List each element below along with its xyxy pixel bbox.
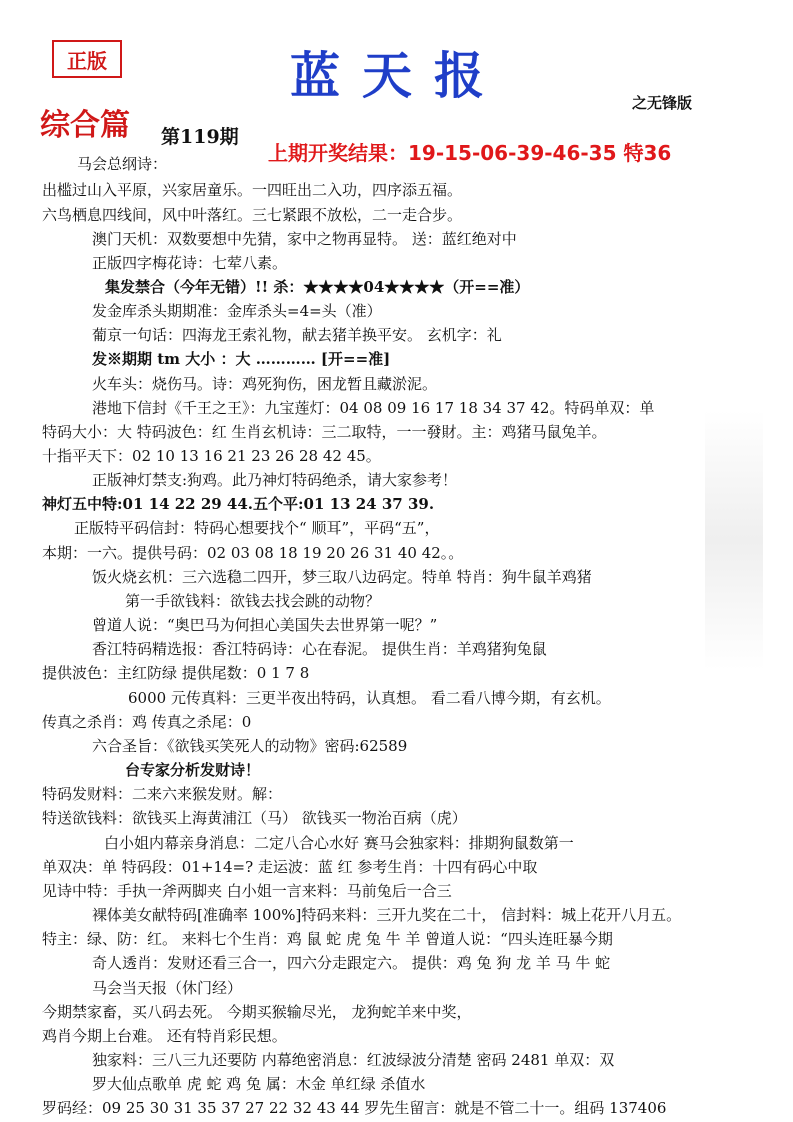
text-line: 奇人透肖：发财还看三合一，四六分走跟定六。 提供：鸡 兔 狗 龙 羊 马 牛 蛇 xyxy=(92,954,611,972)
text-line: 曾道人说：“奥巴马为何担心美国失去世界第一呢？” xyxy=(92,616,438,634)
text-line: 罗大仙点歌单 虎 蛇 鸡 兔 属：木金 单红绿 杀值水 xyxy=(92,1075,426,1093)
edition-label: 之无锋版 xyxy=(632,94,693,112)
text-line: 十指平天下：02 10 13 16 21 23 26 28 42 45。 xyxy=(42,447,381,465)
text-line: 本期：一六。提供号码：02 03 08 18 19 20 26 31 40 42。。 xyxy=(42,544,464,562)
text-line: 罗码经：09 25 30 31 35 37 27 22 32 43 44 罗先生留言：就是不管二十一。组码 137406 xyxy=(42,1099,667,1117)
text-line: 提供波色：主红防绿 提供尾数：0 1 7 8 xyxy=(42,664,310,682)
text-line: 集发禁合（今年无错）!! 杀：★★★★04★★★★（开==准） xyxy=(105,278,530,296)
text-line: 正版特平码信封：特码心想要找个“ 顺耳”，平码“五”， xyxy=(74,519,440,537)
issue-number: 第119期 xyxy=(161,126,239,148)
text-line: 白小姐内幕亲身消息：二定八合心水好 赛马会独家料：排期狗鼠数第一 xyxy=(104,834,574,852)
text-line: 特主：绿、防：红。 来料七个生肖：鸡 鼠 蛇 虎 兔 牛 羊 曾道人说：“四头连旺暴今期 xyxy=(42,930,613,948)
last-result: 上期开奖结果：19-15-06-39-46-35 特36 xyxy=(268,141,672,165)
text-line: 正版四字梅花诗：七荤八素。 xyxy=(92,254,288,272)
authentic-stamp: 正版 xyxy=(52,40,122,78)
text-line: 独家料：三八三九还要防 内幕绝密消息：红波绿波分清楚 密码 2481 单双：双 xyxy=(92,1051,615,1069)
text-line: 马会当天报（休门经） xyxy=(92,979,243,997)
text-line: 第一手欲钱料：欲钱去找会跳的动物？ xyxy=(125,592,381,610)
text-line: 澳门天机：双数要想中先猜，家中之物再显特。 送：蓝红绝对中 xyxy=(92,230,517,248)
text-line: 六合圣旨：《欲钱买笑死人的动物》密码:62589 xyxy=(92,737,408,755)
faint-watermark xyxy=(705,410,763,670)
text-line: 神灯五中特:01 14 22 29 44.五个平:01 13 24 37 39. xyxy=(42,495,435,513)
text-line: 正版神灯禁支:狗鸡。此乃神灯特码绝杀，请大家参考！ xyxy=(92,471,458,489)
text-line: 六鸟栖息四线间，风中叶落红。三七紧跟不放松，二一走合步。 xyxy=(42,206,463,224)
text-line: 马会总纲诗： xyxy=(77,155,168,173)
text-line: 葡京一句话：四海龙王索礼物，献去猪羊换平安。 玄机字：礼 xyxy=(92,326,502,344)
text-line: 发金库杀头期期准：金库杀头=4=头（准） xyxy=(92,302,382,320)
text-line: 出槛过山入平原，兴家居童乐。一四旺出二入功，四序添五福。 xyxy=(42,181,463,199)
text-line: 裸体美女献特码[准确率 100%]特码来料：三开九奖在二十， 信封料：城上花开八月五。 xyxy=(92,906,682,924)
text-line: 饭火烧玄机：三六选稳二四开，梦三取八边码定。特单 特肖：狗牛鼠羊鸡猪 xyxy=(92,568,592,586)
text-line: 特码大小：大 特码波色：红 生肖玄机诗：三二取特，一一發財。主：鸡猪马鼠兔羊。 xyxy=(42,423,607,441)
text-line: 香江特码精选报：香江特码诗：心在春泥。 提供生肖：羊鸡猪狗兔鼠 xyxy=(92,640,547,658)
text-line: 今期禁家畜，买八码去死。 今期买猴输尽光， 龙狗蛇羊来中奖， xyxy=(42,1003,472,1021)
text-line: 6000 元传真料：三更半夜出特码，认真想。 看二看八博今期，有玄机。 xyxy=(128,689,611,707)
text-line: 单双决：单 特码段：01+14=? 走运波：蓝 红 参考生肖：十四有码心中取 xyxy=(42,858,538,876)
text-line: 特码发财料：二来六来猴发财。解： xyxy=(42,785,283,803)
text-line: 火车头：烧伤马。诗：鸡死狗伤，困龙暂且藏淤泥。 xyxy=(92,375,438,393)
text-line: 鸡肖今期上台难。 还有特肖彩民想。 xyxy=(42,1027,287,1045)
text-line: 港地下信封《千王之王》：九宝莲灯：04 08 09 16 17 18 34 37 42。特码单双：单 xyxy=(92,399,655,417)
text-line: 特送欲钱料：欲钱买上海黄浦江（马） 欲钱买一物治百病（虎） xyxy=(42,809,467,827)
text-line: 传真之杀肖：鸡 传真之杀尾：0 xyxy=(42,713,252,731)
text-line: 台专家分析发财诗！ xyxy=(125,761,261,779)
text-line: 发※期期 tm 大小 ：大 ………… [开==准] xyxy=(92,350,391,368)
section-title: 综合篇 xyxy=(40,108,130,143)
text-line: 见诗中特：手执一斧两脚夹 白小姐一言来料：马前兔后一合三 xyxy=(42,882,452,900)
masthead-title: 蓝天报 xyxy=(290,46,506,105)
